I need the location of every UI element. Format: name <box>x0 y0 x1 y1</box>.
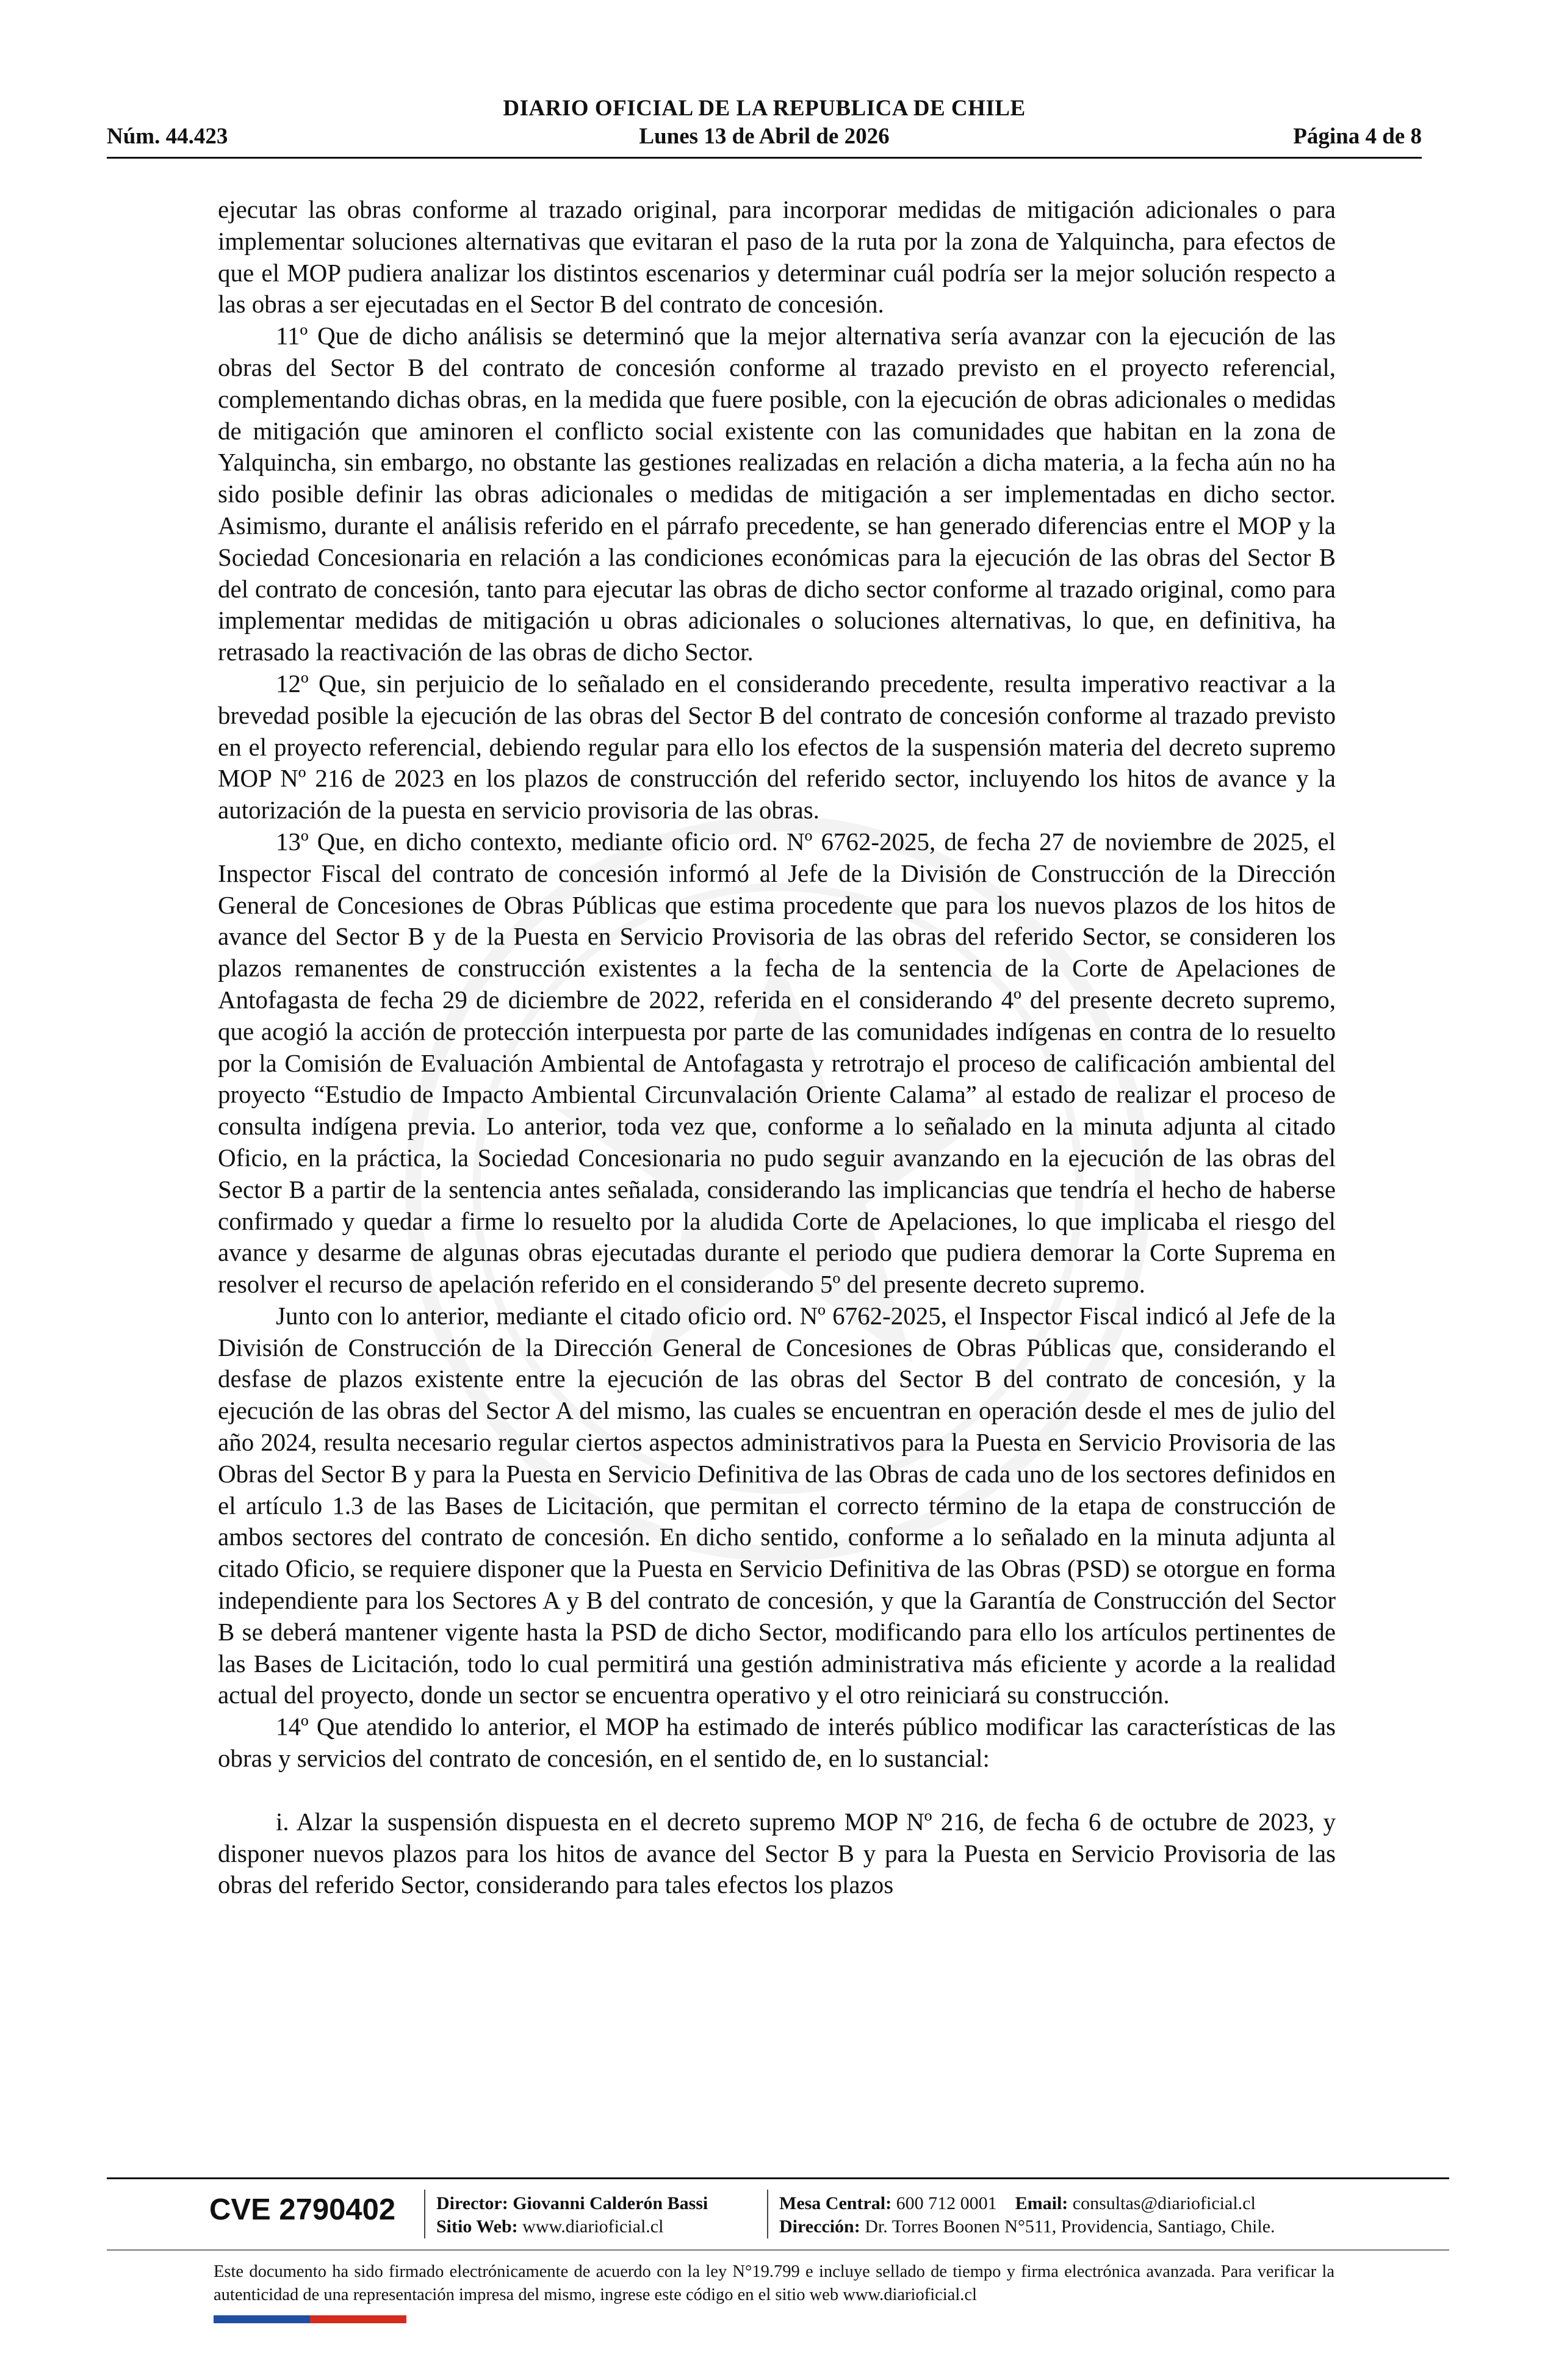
paragraph: 14º Que atendido lo anterior, el MOP ha estimado de interés público modificar las características de las obras y servicios del contrato de concesión, en el sentido de, en lo sustancial: <box>218 1712 1336 1773</box>
flag-stripe <box>214 2315 406 2323</box>
footer-separator <box>767 2190 768 2238</box>
paragraph: Junto con lo anterior, mediante el citado oficio ord. Nº 6762-2025, el Inspector Fiscal indicó al Jefe de la División de Construcción de la Dirección General de Concesiones de Obras Públicas que, considerando el desfase de plazos existente entre la ejecución de las obras del Sector B del contrato de concesión, y la ejecución de las obras del Sector A del mismo, las cuales se encuentran en operación desde el mes de julio del año 2024, resulta necesario regular ciertos aspectos administrativos para la Puesta en Servicio Provisoria de las Obras del Sector B y para la Puesta en Servicio Definitiva de las Obras de cada uno de los sectores definidos en el artículo 1.3 de las Bases de Licitación, que permitan el correcto término de la etapa de construcción de ambos sectores del contrato de concesión. En dicho sentido, conforme a lo señalado en la minuta adjunta al citado Oficio, se requiere disponer que la Puesta en Servicio Definitiva de las Obras (PSD) se otorgue en forma independiente para los Sectores A y B del contrato de concesión, y que la Garantía de Construcción del Sector B se deberá mantener vigente hasta la PSD de dicho Sector, modificando para ello los artículos pertinentes de las Bases de Licitación, todo lo cual permitirá una gestión administrativa más eficiente y acorde a la realidad actual del proyecto, donde un sector se encuentra operativo y el otro reiniciará su construcción. <box>218 1301 1336 1709</box>
paragraph: 12º Que, sin perjuicio de lo señalado en el considerando precedente, resulta imperativo reactivar a la brevedad posible la ejecución de las obras del Sector B del contrato de concesión conforme al trazado previsto en el proyecto referencial, debiendo regular para ello los efectos de la suspensión materia del decreto supremo MOP Nº 216 de 2023 en los plazos de construcción del referido sector, incluyendo los hitos de avance y la autorización de la puesta en servicio provisoria de las obras. <box>218 669 1336 824</box>
footer-director-block <box>436 2192 708 2238</box>
address-label: Dirección: <box>779 2216 860 2237</box>
website-link[interactable]: www.diarioficial.cl <box>522 2216 664 2237</box>
cve-code: CVE 2790402 <box>209 2193 396 2226</box>
email-label: Email: <box>1015 2193 1068 2213</box>
address-value: Dr. Torres Boonen N°511, Providencia, Santiago, Chile. <box>865 2216 1275 2237</box>
director-name: Giovanni Calderón Bassi <box>513 2193 708 2213</box>
document-body <box>218 194 1336 1901</box>
signature-note: Este documento ha sido firmado electrónicamente de acuerdo con la ley N°19.799 e incluye sellado de tiempo y firma electrónica avanzada. Para verificar la autenticidad de una representación impresa del mismo, ingrese este código en el sitio web www.diarioficial.cl <box>214 2262 1334 2304</box>
mesa-phone: 600 712 0001 <box>896 2193 997 2213</box>
email-link[interactable]: consultas@diarioficial.cl <box>1072 2193 1256 2213</box>
publication-title: DIARIO OFICIAL DE LA REPUBLICA DE CHILE <box>503 96 1026 121</box>
paragraph: 11º Que de dicho análisis se determinó que la mejor alternativa sería avanzar con la ejecución de las obras del Sector B del contrato de concesión conforme al trazado previsto en el proyecto referencial, complementando dichas obras, en la medida que fuere posible, con la ejecución de obras adicionales o medidas de mitigación que aminoren el conflicto social existente con las comunidades que habitan en la zona de Yalquincha, sin embargo, no obstante las gestiones realizadas en relación a dicha materia, a la fecha aún no ha sido posible definir las obras adicionales o medidas de mitigación a ser implementadas en dicho sector. Asimismo, durante el análisis referido en el párrafo precedente, se han generado diferencias entre el MOP y la Sociedad Concesionaria en relación a las condiciones económicas para la ejecución de las obras del Sector B del contrato de concesión, tanto para ejecutar las obras de dicho sector conforme al trazado original, como para implementar medidas de mitigación u obras adicionales o soluciones alternativas, lo que, en definitiva, ha retrasado la reactivación de las obras de dicho Sector. <box>218 322 1336 666</box>
page-number: Página 4 de 8 <box>1293 124 1422 149</box>
flag-red-segment <box>310 2315 406 2323</box>
page-footer <box>107 2177 1449 2360</box>
mesa-label: Mesa Central: <box>779 2193 892 2213</box>
footer-contact-block <box>779 2192 1275 2238</box>
header-row <box>107 123 1422 151</box>
issue-number: Núm. 44.423 <box>107 124 228 149</box>
list-item: i. Alzar la suspensión dispuesta en el decreto supremo MOP Nº 216, de fecha 6 de octubre de 2023, y disponer nuevos plazos para los hitos de avance del Sector B y para la Puesta en Servicio Provisoria de las obras del referido Sector, considerando para tales efectos los plazos <box>218 1807 1336 1899</box>
paragraph: 13º Que, en dicho contexto, mediante oficio ord. Nº 6762-2025, de fecha 27 de noviembre de 2025, el Inspector Fiscal del contrato de concesión informó al Jefe de la División de Construcción de la Dirección General de Concesiones de Obras Públicas que estima procedente que para los nuevos plazos de los hitos de avance del Sector B y de la Puesta en Servicio Provisoria de las obras del referido Sector, se consideren los plazos remanentes de construcción existentes a la fecha de la sentencia de la Corte de Apelaciones de Antofagasta de fecha 29 de diciembre de 2022, referida en el considerando 4º del presente decreto supremo, que acogió la acción de protección interpuesta por parte de las comunidades indígenas en contra de lo resuelto por la Comisión de Evaluación Ambiental de Antofagasta y retrotrajo el proceso de calificación ambiental del proyecto “Estudio de Impacto Ambiental Circunvalación Oriente Calama” al estado de realizar el proceso de consulta indígena previa. Lo anterior, toda vez que, conforme a lo señalado en la minuta adjunta al citado Oficio, en la práctica, la Sociedad Concesionaria no pudo seguir avanzando en la ejecución de las obras del Sector B a partir de la sentencia antes señalada, considerando las implicancias que tendría el hecho de haberse confirmado y quedar a firme lo resuelto por la aludida Corte de Apelaciones, lo que implicaba el riesgo del avance y desarme de algunas obras ejecutadas durante el periodo que pudiera demorar la Corte Suprema en resolver el recurso de apelación referido en el considerando 5º del presente decreto supremo. <box>218 827 1336 1299</box>
director-label: Director: <box>436 2193 508 2213</box>
footer-divider <box>107 2177 1449 2179</box>
issue-date: Lunes 13 de Abril de 2026 <box>639 124 890 149</box>
page-header <box>107 90 1422 159</box>
flag-blue-segment <box>214 2315 310 2323</box>
header-divider <box>107 157 1422 159</box>
footer-divider <box>107 2249 1449 2251</box>
footer-separator <box>424 2190 425 2238</box>
website-label: Sitio Web: <box>436 2216 518 2237</box>
paragraph: ejecutar las obras conforme al trazado original, para incorporar medidas de mitigación adicionales o para implementar soluciones alternativas que evitaran el paso de la ruta por la zona de Yalquincha, para efectos de que el MOP pudiera analizar los distintos escenarios y determinar cuál podría ser la mejor solución respecto a las obras a ser ejecutadas en el Sector B del contrato de concesión. <box>218 195 1336 319</box>
